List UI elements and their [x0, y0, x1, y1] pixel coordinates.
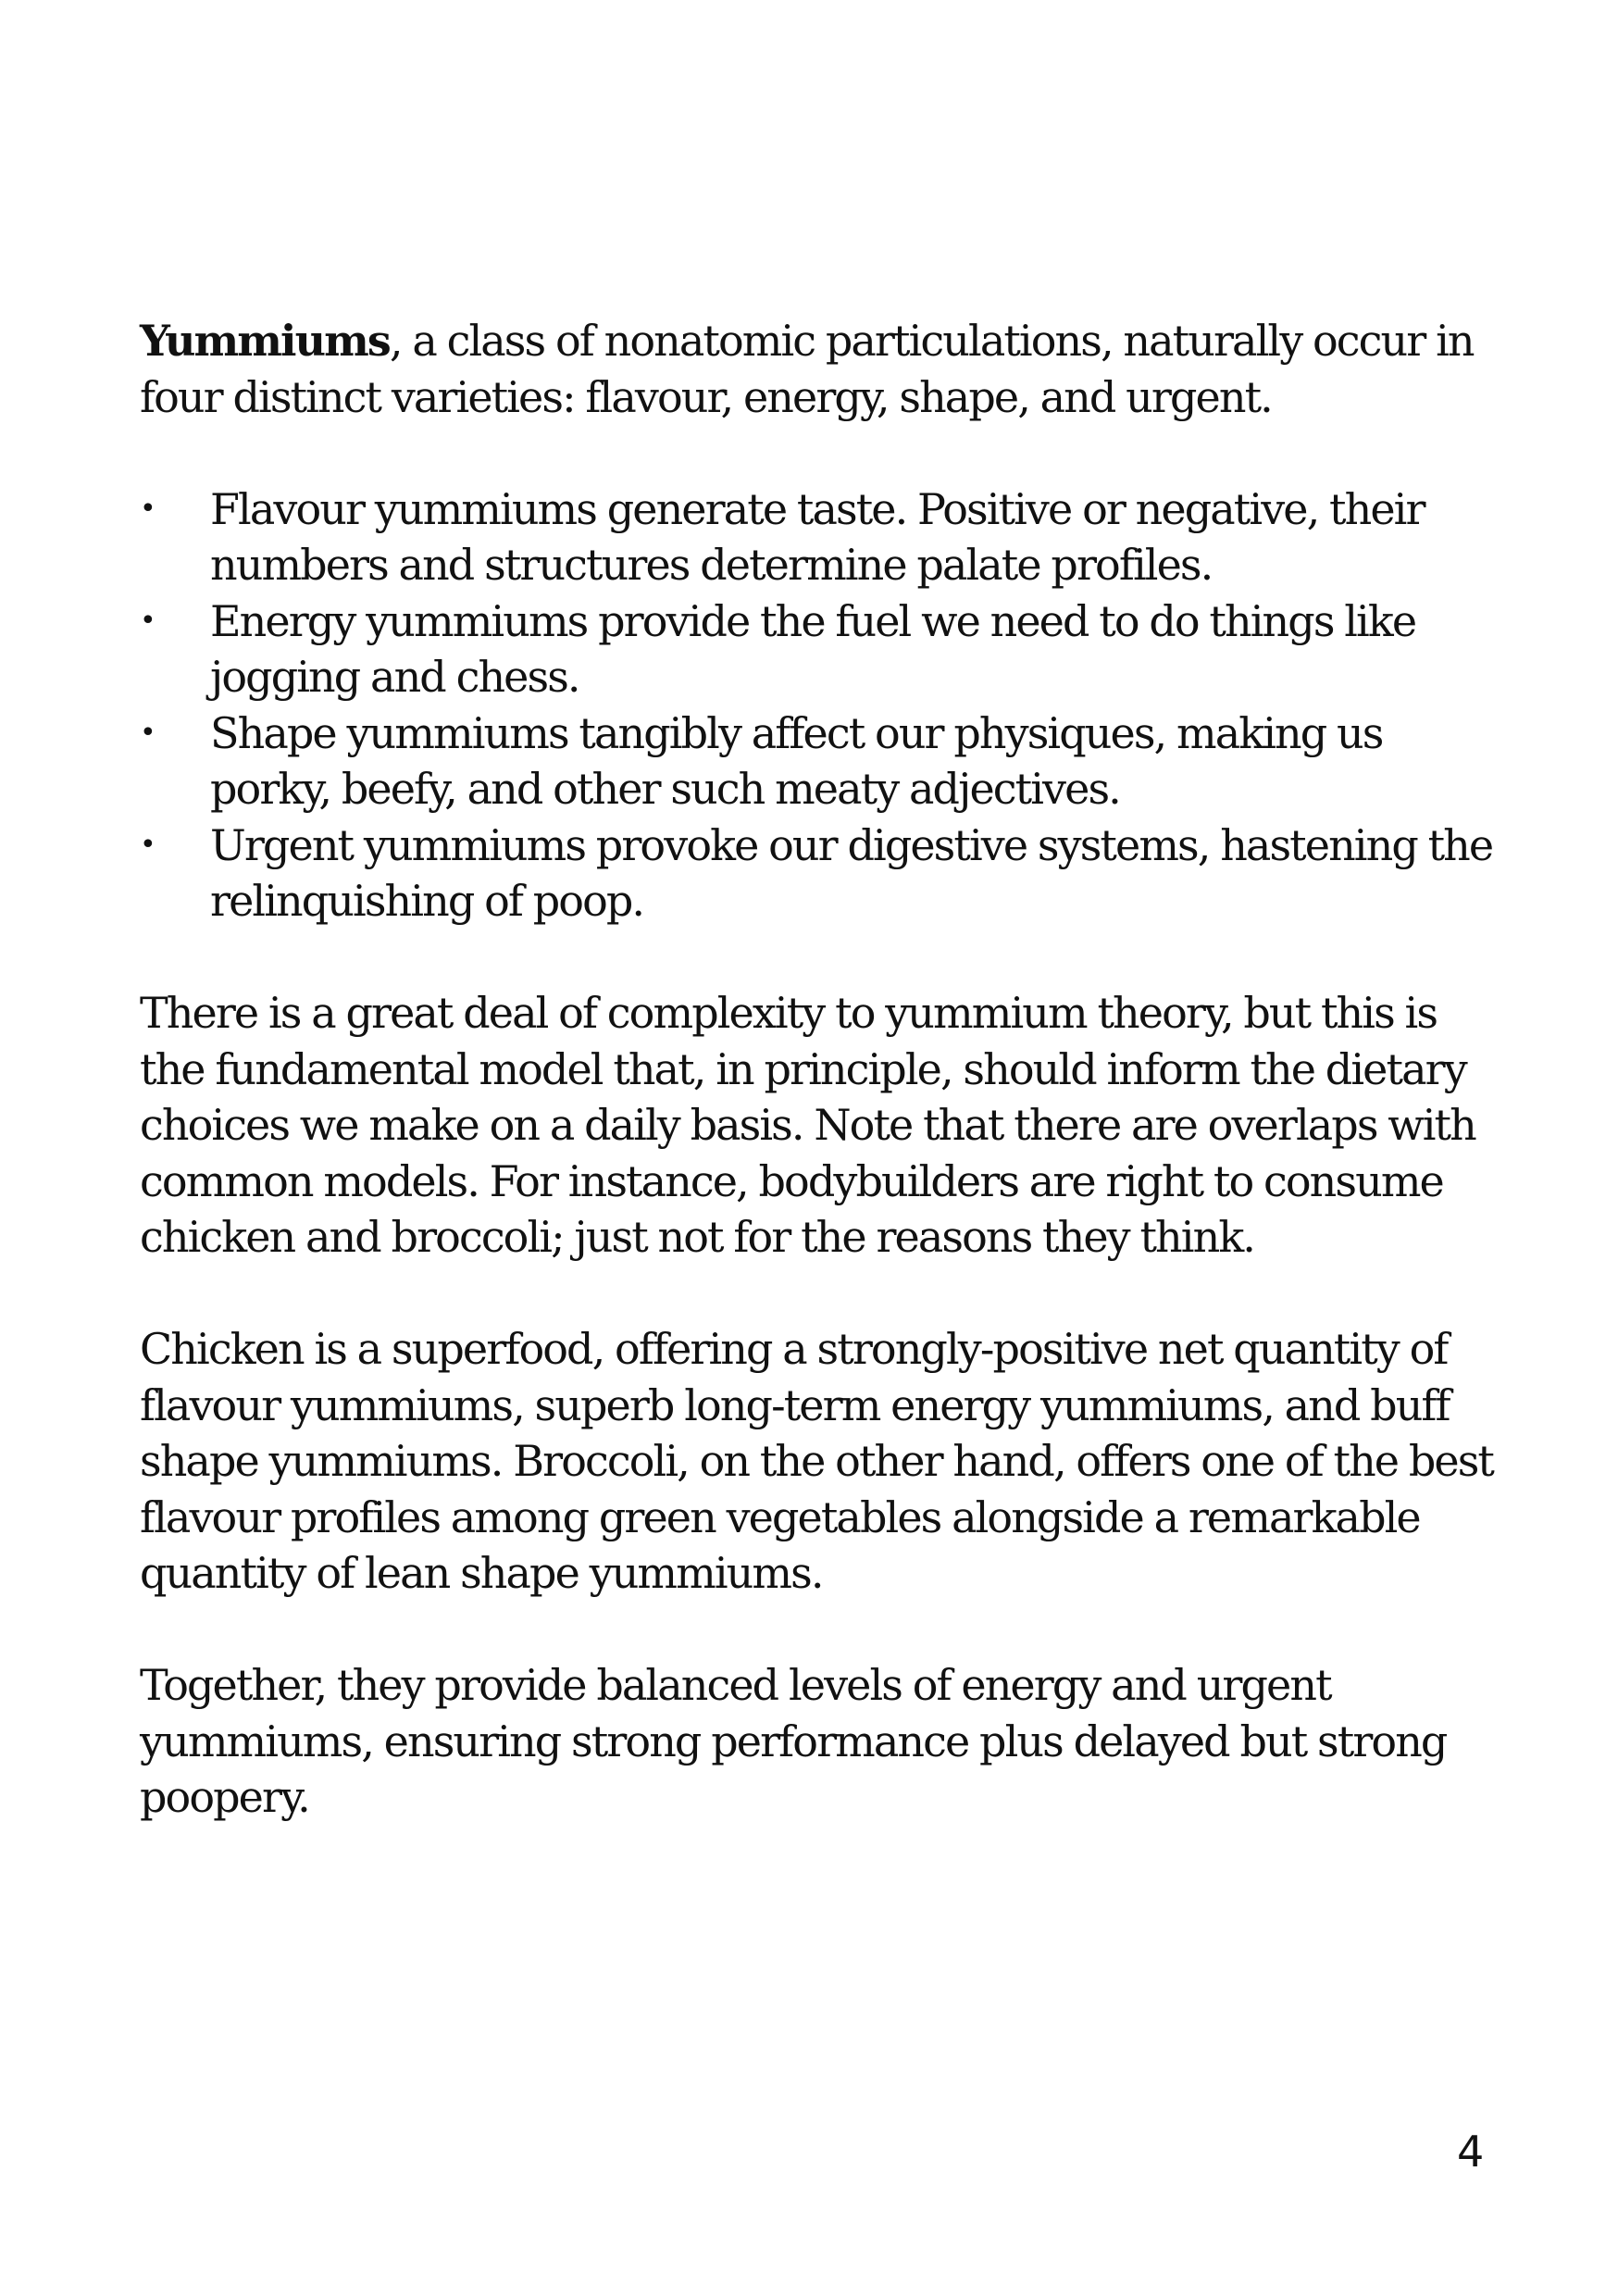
page-number: 4 — [1457, 2127, 1485, 2177]
list-item — [140, 817, 1500, 930]
bullet-icon: • — [140, 716, 155, 749]
bullet-icon: • — [140, 604, 155, 637]
theory-paragraph: There is a great deal of complexity to yummium theory, but this is the fundamental model that, in principle, should inform the dietary choices we make on a daily basis. Note that there are overlaps with common models. For instance, bodybuilders are right to consume chicken and broccoli; just not for the reasons they think. — [140, 988, 1475, 1262]
list-item-text: Shape yummiums tangibly affect our physiques, making us porky, beefy, and other such meaty adjectives. — [210, 707, 1383, 814]
intro-term: Yummiums — [140, 316, 390, 366]
conclusion-paragraph: Together, they provide balanced levels of energy and urgent yummiums, ensuring strong performance plus delayed but strong poopery. — [140, 1660, 1447, 1822]
bullet-icon: • — [140, 828, 155, 861]
list-item — [140, 481, 1500, 593]
list-item-text: Flavour yummiums generate taste. Positive or negative, their numbers and structures determine palate profiles. — [210, 483, 1425, 590]
intro-paragraph — [140, 313, 1500, 425]
page-body — [140, 313, 1500, 1881]
list-item — [140, 705, 1500, 817]
list-item-text: Urgent yummiums provoke our digestive systems, hastening the relinquishing of poop. — [210, 819, 1493, 926]
list-item — [140, 593, 1500, 705]
bullet-icon: • — [140, 492, 155, 525]
chicken-broccoli-paragraph: Chicken is a superfood, offering a strongly-positive net quantity of flavour yummiums, superb long-term energy yummiums, and buff shape yummiums. Broccoli, on the other hand, offers one of the best flavour profiles among green vegetables alongside a remarkable quantity of lean shape yummiums. — [140, 1324, 1493, 1598]
yummium-varieties-list — [140, 481, 1500, 930]
intro-text: , a class of nonatomic particulations, naturally occur in four distinct varieties: flavour, energy, shape, and urgent. — [140, 316, 1474, 422]
list-item-text: Energy yummiums provide the fuel we need to do things like jogging and chess. — [210, 595, 1416, 702]
